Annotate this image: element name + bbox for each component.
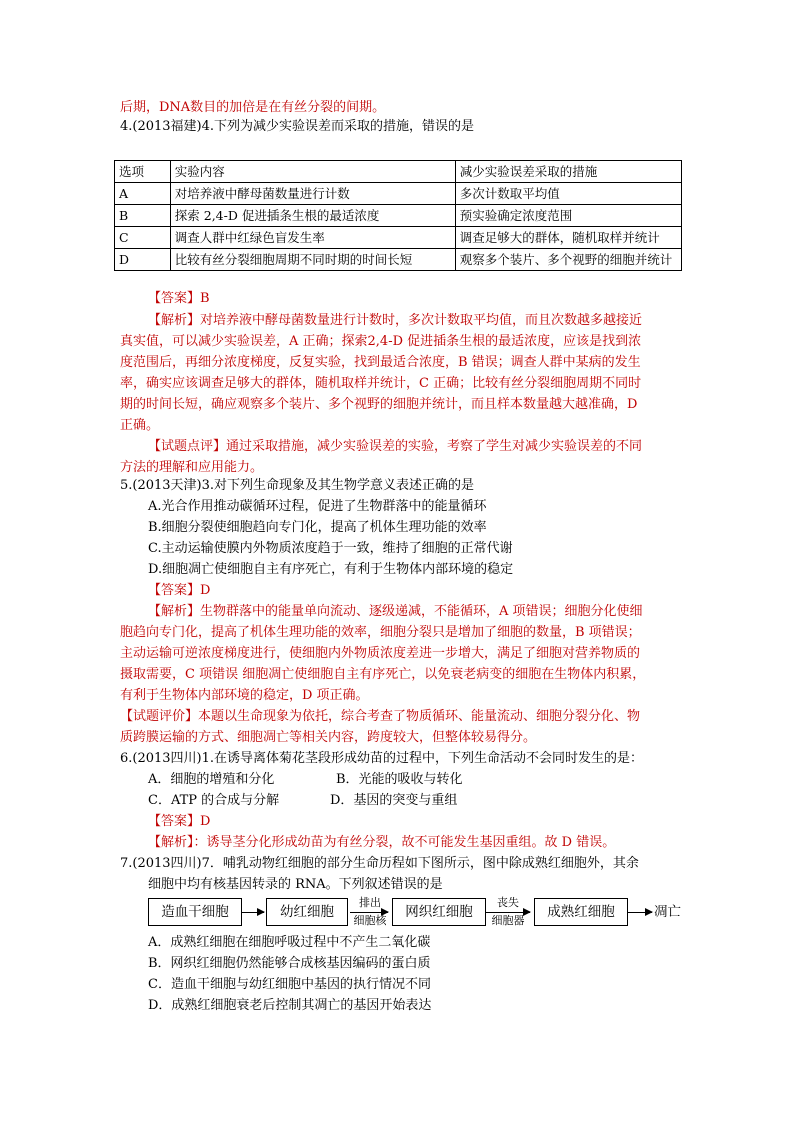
q5-analysis-line: [148, 603, 643, 621]
flow-label-lose-bottom: 细胞器: [491, 914, 525, 927]
answer-label: 【答案】: [148, 583, 201, 598]
q6-option-a: A．细胞的增殖和分化: [148, 772, 275, 787]
flow-label-expel-bottom: 细胞核: [353, 914, 387, 927]
comment-label: 【试题评价】: [120, 709, 199, 724]
table-row: [115, 249, 682, 271]
analysis-label: 【解析】: [148, 604, 201, 619]
answer-value: B: [200, 291, 210, 306]
flow-label-expel-top: 排出: [359, 896, 381, 909]
q4-analysis-line: 正确。: [120, 418, 160, 433]
flow-box-reticulocyte: 网织红细胞: [392, 898, 486, 926]
flow-label-lose-top: 丧失: [497, 896, 519, 909]
table-cell: 比较有丝分裂细胞周期不同时期的时间长短: [170, 249, 455, 271]
flow-box-hematopoietic-stem-cell: 造血干细胞: [148, 898, 242, 926]
table-cell: 调查足够大的群体，随机取样并统计: [455, 227, 681, 249]
q5-analysis-line: 主动运输可逆浓度梯度进行，使细胞内外物质浓度差进一步增大，满足了细胞对营养物质的: [120, 646, 641, 661]
q6-analysis-line: [148, 834, 615, 852]
table-row: [115, 205, 682, 227]
table-cell: D: [115, 249, 171, 271]
comment-label: 【试题点评】: [148, 439, 227, 454]
answer-value: D: [200, 583, 211, 598]
table-cell: A: [115, 183, 171, 205]
analysis-text: 生物群落中的能量单向流动、逐级递减，不能循环，A 项错误；细胞分化使细: [200, 604, 643, 619]
q5-stem: 5.(2013天津)3.对下列生命现象及其生物学意义表述正确的是: [120, 478, 475, 493]
answer-label: 【答案】: [148, 291, 201, 306]
q7-option-b: B．网织红细胞仍然能够合成核基因编码的蛋白质: [148, 956, 431, 971]
q5-analysis-line: 有利于生物体内部环境的稳定，D 项正确。: [120, 688, 369, 703]
table-header-row: [115, 161, 682, 183]
q5-option-d: D.细胞凋亡使细胞自主有序死亡，有利于生物体内部环境的稳定: [148, 562, 514, 577]
q4-comment-line: 方法的理解和应用能力。: [120, 460, 264, 475]
q5-answer: [148, 582, 210, 600]
table-cell: B: [115, 205, 171, 227]
q7-option-d: D．成熟红细胞衰老后控制其凋亡的基因开始表达: [148, 998, 432, 1013]
table-cell: 对培养液中酵母菌数量进行计数: [170, 183, 455, 205]
flow-arrow: [628, 912, 652, 913]
q7-stem-line2: 细胞中均有核基因转录的 RNA。下列叙述错误的是: [148, 877, 443, 892]
table-row: [115, 227, 682, 249]
table-cell: 探索 2,4-D 促进插条生根的最适浓度: [170, 205, 455, 227]
q6-option-c: C．ATP 的合成与分解: [148, 793, 280, 808]
q5-comment-line: 质跨膜运输的方式、细胞凋亡等相关内容，跨度较大，但整体较易得分。: [120, 730, 537, 745]
analysis-label: 【解析】: [148, 835, 194, 850]
table-cell: 预实验确定浓度范围: [455, 205, 681, 227]
q7-stem-line1: 7.(2013四川)7．哺乳动物红细胞的部分生命历程如下图所示，图中除成熟红细胞外，其余: [120, 856, 639, 871]
analysis-label: 【解析】: [148, 313, 201, 328]
q6-option-d: D．基因的突变与重组: [330, 793, 458, 808]
flow-arrow: [350, 912, 388, 913]
q4-table: [114, 160, 682, 271]
q6-option-b: B．光能的吸收与转化: [336, 772, 463, 787]
table-cell: 观察多个装片、多个视野的细胞并统计: [455, 249, 681, 271]
answer-value: D: [200, 814, 211, 829]
q5-option-c: C.主动运输使膜内外物质浓度趋于一致，维持了细胞的正常代谢: [148, 541, 513, 556]
q5-option-b: B.细胞分裂使细胞趋向专门化，提高了机体生理功能的效率: [148, 520, 487, 535]
analysis-text: 对培养液中酵母菌数量进行计数时，多次计数取平均值，而且次数越多越接近: [200, 313, 643, 328]
q5-analysis-line: 摄取需要，C 项错误 细胞凋亡使细胞自主有序死亡，以免衰老病变的细胞在生物体内积累，: [120, 667, 646, 682]
q5-comment-line: [120, 708, 640, 726]
comment-text: 通过采取措施，减少实验误差的实验，考察了学生对减少实验误差的不同: [226, 439, 643, 454]
analysis-text: ：诱导茎分化形成幼苗为有丝分裂，故不可能发生基因重组。故 D 错误。: [193, 835, 616, 850]
q4-comment-line: [148, 438, 642, 456]
table-cell: 调查人群中红绿色盲发生率: [170, 227, 455, 249]
flow-end-apoptosis: 凋亡: [654, 904, 681, 920]
comment-text: 本题以生命现象为依托，综合考查了物质循环、能量流动、细胞分裂分化、物: [198, 709, 641, 724]
q6-stem: 6.(2013四川)1.在诱导离体菊花茎段形成幼苗的过程中，下列生命活动不会同时发生的是：: [120, 751, 644, 766]
q7-option-c: C．造血干细胞与幼红细胞中基因的执行情况不同: [148, 977, 431, 992]
answer-label: 【答案】: [148, 814, 201, 829]
q4-analysis-line: 率，确实应该调查足够大的群体，随机取样并统计，C 正确；比较有丝分裂细胞周期不同时: [120, 376, 642, 391]
table-header-cell: 减少实验误差采取的措施: [455, 161, 681, 183]
q7-option-a: A．成熟红细胞在细胞呼吸过程中不产生二氧化碳: [148, 935, 431, 950]
q4-analysis-line: 度范围后，再细分浓度梯度，反复实验，找到最适合浓度，B 错误；调查人群中某病的发生: [120, 355, 641, 370]
flow-box-erythroblast: 幼红细胞: [266, 898, 348, 926]
flow-box-mature-erythrocyte: 成熟红细胞: [534, 898, 628, 926]
table-row: [115, 183, 682, 205]
q4-analysis-line: 期的时间长短，确应观察多个装片、多个视野的细胞并统计，而且样本数量越大越准确，D: [120, 397, 638, 412]
flow-arrow: [242, 912, 264, 913]
flow-arrow: [486, 912, 530, 913]
q4-analysis-line: [148, 312, 642, 330]
table-header-cell: 选项: [115, 161, 171, 183]
q6-answer: [148, 813, 210, 831]
table-cell: 多次计数取平均值: [455, 183, 681, 205]
q5-analysis-line: 胞趋向专门化，提高了机体生理功能的效率，细胞分裂只是增加了细胞的数量，B 项错误；: [120, 625, 641, 640]
q4-analysis-line: 真实值，可以减少实验误差，A 正确；探索2,4-D 促进插条生根的最适浓度，应该是找到浓: [120, 334, 642, 349]
q4-stem: 4.(2013福建)4.下列为减少实验误差而采取的措施，错误的是: [120, 119, 475, 134]
top-continuation-line: 后期，DNA数目的加倍是在有丝分裂的间期。: [120, 100, 386, 115]
q4-answer: [148, 290, 210, 308]
table-cell: C: [115, 227, 171, 249]
table-header-cell: 实验内容: [170, 161, 455, 183]
q5-option-a: A.光合作用推动碳循环过程，促进了生物群落中的能量循环: [148, 499, 487, 514]
